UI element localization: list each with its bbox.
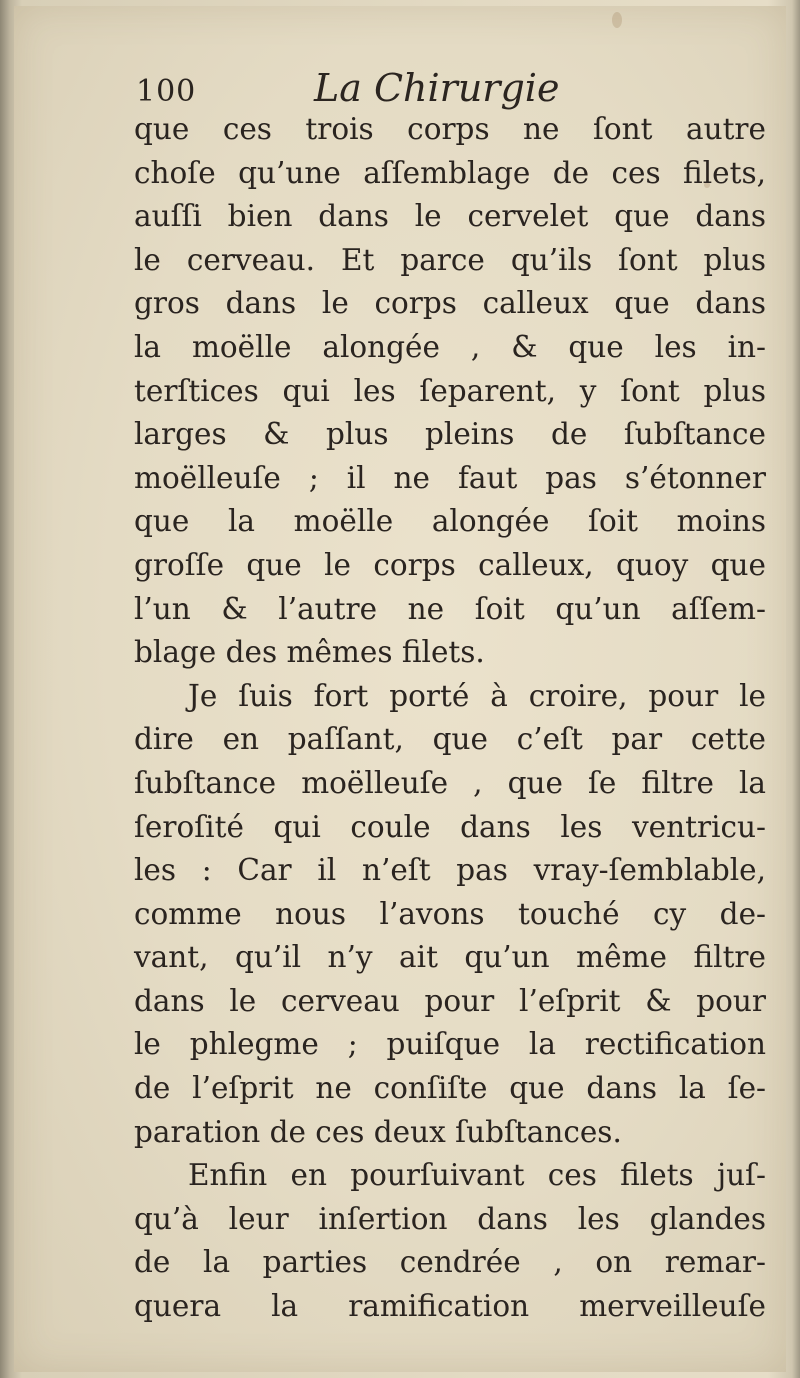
text-line: de la parties cendrée , on remar- (134, 1245, 766, 1280)
text-line: les : Car il n’eſt pas vray-ſemblable, (134, 853, 766, 888)
text-line: la moëlle alongée , & que les in- (134, 329, 766, 364)
text-line: gros dans le corps calleux que dans (134, 286, 766, 321)
text-line: Je ſuis fort porté à croire, pour le (188, 678, 766, 713)
text-line: que la moëlle alongée ſoit moins (134, 504, 766, 539)
text-line: larges & plus pleins de ſubſtance (134, 417, 766, 452)
text-line: Enfin en pourſuivant ces filets juſ- (188, 1158, 766, 1193)
text-line: l’un & l’autre ne ſoit qu’un aſſem- (134, 591, 766, 626)
text-line: ſubſtance moëlleuſe , que ſe filtre la (134, 765, 766, 800)
text-line: comme nous l’avons touché cy de- (134, 896, 766, 931)
text-line: terſtices qui les ſeparent, y ſont plus (134, 373, 766, 408)
text-line: qu’à leur inſertion dans les glandes (134, 1201, 766, 1236)
text-line: dire en paſſant, que c’eſt par cette (134, 722, 766, 757)
running-title: La Chirurgie (314, 66, 560, 110)
text-line: de l’eſprit ne conſiſte que dans la ſe- (134, 1071, 766, 1106)
text-line: le cerveau. Et parce qu’ils ſont plus (134, 242, 766, 277)
text-line: groſſe que le corps calleux, quoy que (134, 547, 766, 582)
text-line: vant, qu’il n’y ait qu’un même filtre (134, 940, 766, 975)
text-line: dans le cerveau pour l’eſprit & pour (134, 983, 766, 1018)
text-line: moëlleuſe ; il ne faut pas s’étonner (134, 460, 766, 495)
text-line: auſſi bien dans le cervelet que dans (134, 199, 766, 234)
text-line: paration de ces deux ſubſtances. (134, 1114, 622, 1149)
text-line: quera la ramification merveilleuſe (134, 1289, 766, 1324)
text-line: choſe qu’une aſſemblage de ces filets, (134, 155, 766, 190)
text-line: le phlegme ; puiſque la rectification (134, 1027, 766, 1062)
text-line: ſeroſité qui coule dans les ventricu- (134, 809, 766, 844)
text-line: blage des mêmes filets. (134, 635, 485, 670)
text-line: que ces trois corps ne ſont autre (134, 112, 766, 146)
paper-stain (612, 12, 622, 28)
page-number: 100 (136, 74, 197, 109)
body-text (134, 108, 766, 1329)
